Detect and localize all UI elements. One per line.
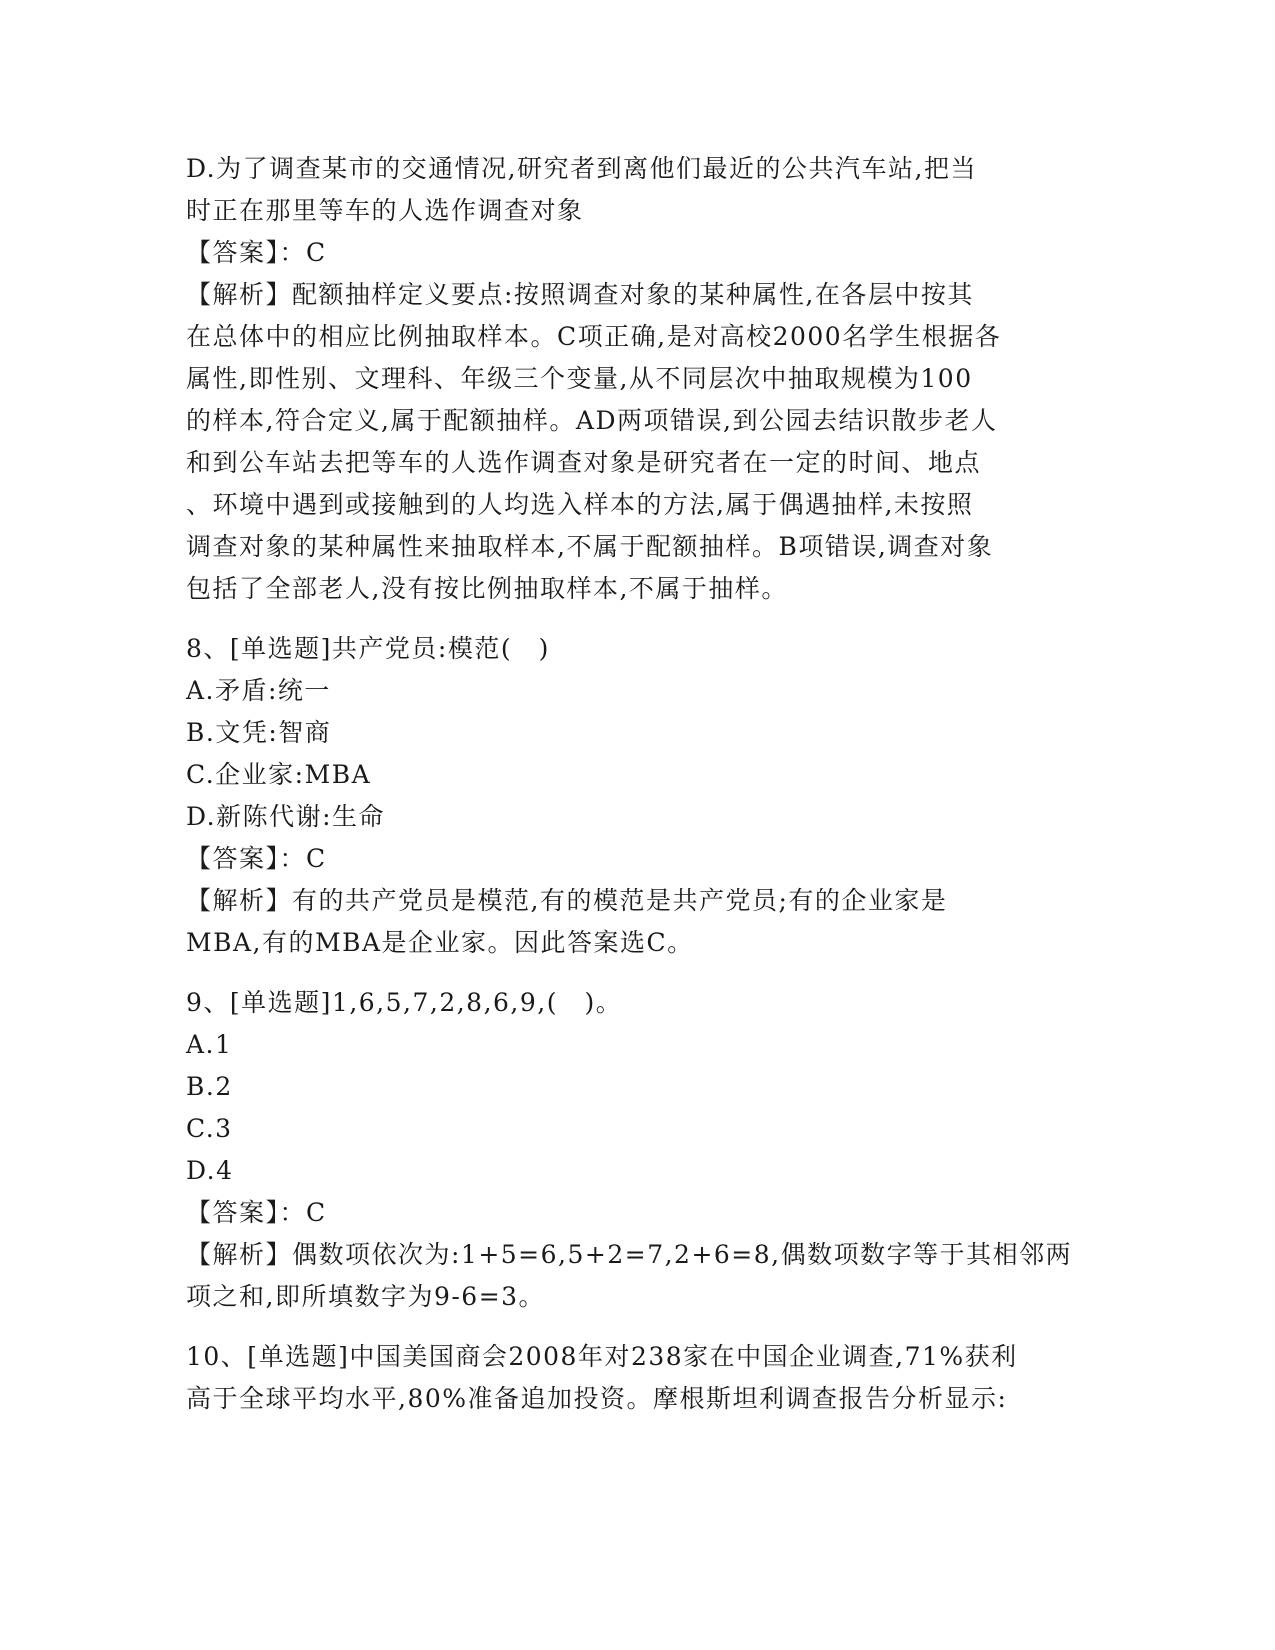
analysis-line: 和到公车站去把等车的人选作调查对象是研究者在一定的时间、地点 [186,448,982,477]
answer-line: 【答案】：C [186,844,327,873]
analysis-line: 属性,即性别、文理科、年级三个变量,从不同层次中抽取规模为100 [186,364,973,393]
question-stem: 高于全球平均水平,80%准备追加投资。摩根斯坦利调查报告分析显示: [186,1384,1008,1413]
answer-line: 【答案】：C [186,1198,327,1227]
option-a: A.矛盾:统一 [186,676,331,705]
option-d-line: 时正在那里等车的人选作调查对象 [186,196,584,225]
option-c: C.3 [186,1114,233,1143]
analysis-line: 【解析】配额抽样定义要点:按照调查对象的某种属性,在各层中按其 [186,280,974,309]
analysis-line: 【解析】偶数项依次为:1+5=6,5+2=7,2+6=8,偶数项数字等于其相邻两 [186,1240,1073,1269]
answer-line: 【答案】：C [186,238,327,267]
option-b: B.2 [186,1072,233,1101]
analysis-line: 【解析】有的共产党员是模范,有的模范是共产党员;有的企业家是 [186,886,948,915]
question-stem: 10、[单选题]中国美国商会2008年对238家在中国企业调查,71%获利 [186,1342,1018,1371]
question-9-block [186,982,1091,1318]
option-d: D.4 [186,1156,234,1185]
analysis-line: 、环境中遇到或接触到的人均选入样本的方法,属于偶遇抽样,未按照 [186,490,974,519]
question-8-block [186,628,1091,964]
question-stem: 8、[单选题]共产党员:模范( ) [186,634,550,663]
option-a: A.1 [186,1030,233,1059]
question-stem: 9、[单选题]1,6,5,7,2,8,6,9,( )。 [186,988,623,1017]
analysis-line: 的样本,符合定义,属于配额抽样。AD两项错误,到公园去结识散步老人 [186,406,998,435]
option-b: B.文凭:智商 [186,718,332,747]
option-d-line: D.为了调查某市的交通情况,研究者到离他们最近的公共汽车站,把当 [186,154,977,183]
prev-question-block [186,148,1091,610]
analysis-line: MBA,有的MBA是企业家。因此答案选C。 [186,928,694,957]
option-c: C.企业家:MBA [186,760,372,789]
analysis-line: 在总体中的相应比例抽取样本。C项正确,是对高校2000名学生根据各 [186,322,1002,351]
analysis-line: 包括了全部老人,没有按比例抽取样本,不属于抽样。 [186,574,788,603]
analysis-line: 项之和,即所填数字为9-6=3。 [186,1282,546,1311]
document-page [186,148,1091,1420]
analysis-line: 调查对象的某种属性来抽取样本,不属于配额抽样。B项错误,调查对象 [186,532,994,561]
question-10-block [186,1336,1091,1420]
option-d: D.新陈代谢:生命 [186,802,386,831]
